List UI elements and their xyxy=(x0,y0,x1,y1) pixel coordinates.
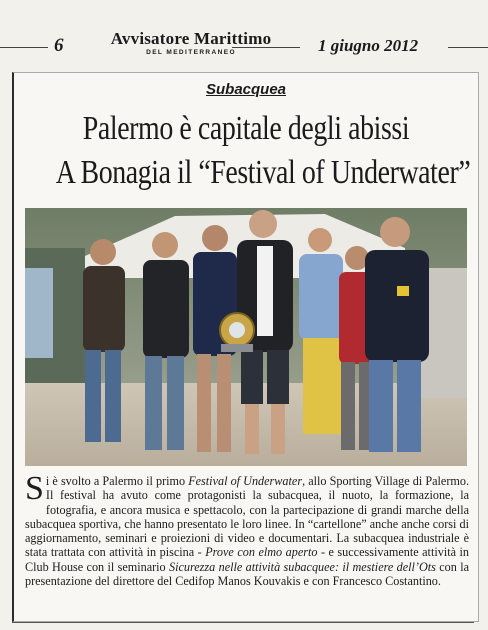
bottom-rule xyxy=(12,622,474,623)
header-rule-middle xyxy=(232,47,300,48)
person-5 xyxy=(299,228,343,434)
poster-left xyxy=(25,268,53,358)
page-number: 6 xyxy=(54,35,64,56)
body-text-2: , allo Sporting Village di Palermo. Il festival ha avuto come protagonisti la subacquea, il nuoto, la formazione, la fotografia, e ancora musica e spettacolo, con la partecipazione di grandi marche della subacquea sportiva, che hanno presentato le loro linee. In “cartellone” anche anche corsi di aggiornamento, seminari e proiezioni di video e documentari. La subacquea industriale è stata trattata con attività in piscina - xyxy=(25,474,469,560)
masthead xyxy=(86,30,296,57)
section-label: Subacquea xyxy=(205,81,287,98)
person-7 xyxy=(365,217,429,452)
page-header xyxy=(0,0,488,62)
body-text-activity-name: Prove con elmo aperto xyxy=(205,545,318,560)
page-date: 1 giugno 2012 xyxy=(318,36,419,55)
article-body xyxy=(25,470,469,589)
body-text-3: - e successivamente attività in Club House con il seminario xyxy=(25,545,469,574)
header-rule-right xyxy=(448,47,488,48)
body-text-festival-name: Festival of Underwater xyxy=(188,474,303,488)
group-photo xyxy=(25,208,467,466)
drop-cap: S xyxy=(25,470,44,507)
article xyxy=(12,72,479,622)
headline-line-2: A Bonagia il “Festival of Underwater” xyxy=(55,154,471,191)
masthead-title: Avvisatore Marittimo xyxy=(110,29,272,48)
body-text-1: i è svolto a Palermo il primo xyxy=(45,474,189,488)
body-text-seminar-title: Sicurezza nelle attività subacquee: il mestiere dell’Ots xyxy=(169,559,436,574)
body-text-4: con la presentazione del direttore del Cedifop Manos Kouvakis e con Francesco Costantino. xyxy=(25,559,469,589)
diving-helmet-trophy xyxy=(220,313,254,352)
masthead-subtitle: DEL MEDITERRANEO xyxy=(146,49,236,56)
headline-line-1: Palermo è capitale degli abissi xyxy=(82,110,410,147)
header-rule-left xyxy=(0,47,48,48)
group-photo-illustration xyxy=(25,208,467,466)
